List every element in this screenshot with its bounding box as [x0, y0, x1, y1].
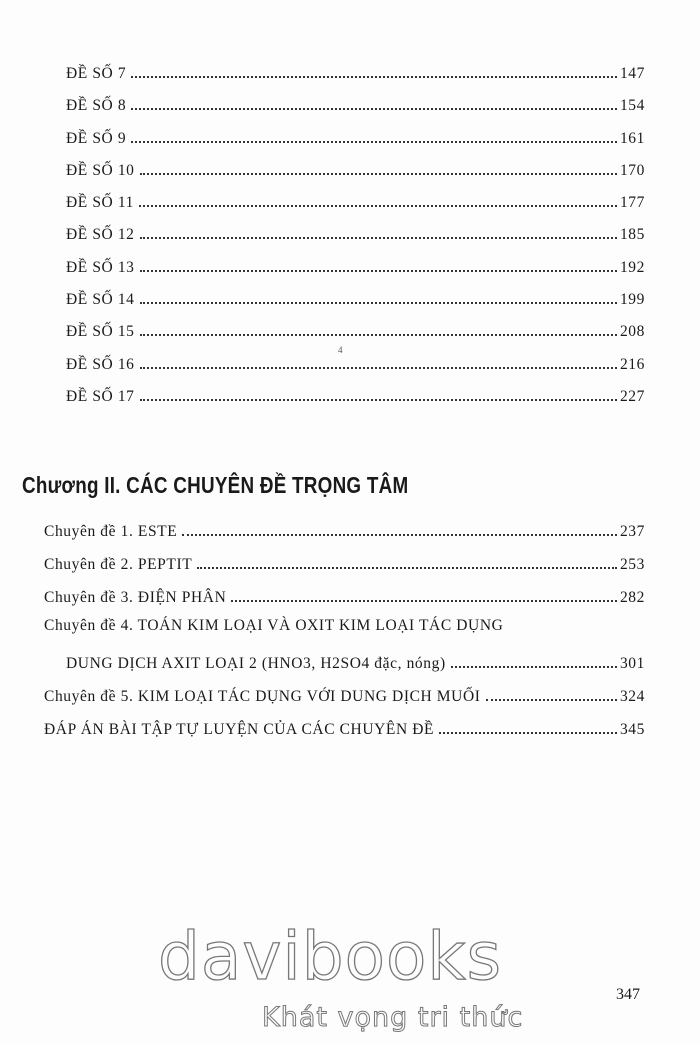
dot-leader — [451, 650, 617, 668]
toc-entry-exam-10 — [66, 157, 645, 180]
dot-leader — [131, 60, 617, 78]
toc-entry-page: 216 — [619, 355, 645, 373]
toc-entry-label: ĐỀ SỐ 12 — [66, 225, 135, 243]
dot-leader — [140, 254, 617, 272]
dot-leader — [140, 157, 617, 175]
toc-entry-label: ĐỀ SỐ 8 — [66, 96, 127, 114]
toc-entry-exam-15 — [66, 318, 645, 341]
page-number: 347 — [616, 986, 640, 1003]
toc-entry-page: 147 — [619, 64, 645, 82]
toc-entry-exam-16 — [66, 351, 645, 374]
toc-entry-topic-3 — [44, 584, 645, 607]
toc-entry-page: 227 — [619, 387, 645, 405]
toc-entry-page: 177 — [619, 193, 645, 211]
stray-mark: 4 — [338, 345, 343, 355]
toc-entry-page: 237 — [619, 522, 645, 540]
dot-leader — [131, 92, 617, 110]
toc-entry-topic-1 — [44, 518, 645, 541]
toc-entry-label: ĐỀ SỐ 10 — [66, 161, 135, 179]
toc-entry-label: Chuyên đề 1. ESTE — [44, 522, 178, 540]
dot-leader — [139, 189, 617, 207]
toc-entry-page: 282 — [619, 588, 645, 606]
dot-leader — [197, 551, 617, 569]
toc-entry-label: ĐỀ SỐ 11 — [66, 193, 134, 211]
toc-entry-page: 208 — [619, 322, 645, 340]
toc-entry-label: Chuyên đề 3. ĐIỆN PHÂN — [44, 588, 227, 606]
dot-leader — [131, 125, 617, 143]
toc-entry-page: 170 — [619, 161, 645, 179]
dot-leader — [182, 518, 617, 536]
toc-entry-label: ĐỀ SỐ 16 — [66, 355, 135, 373]
watermark-slogan: Khát vọng tri thức — [262, 1002, 524, 1033]
dot-leader — [140, 383, 617, 401]
dot-leader — [140, 351, 617, 369]
toc-entry-answers — [44, 716, 645, 739]
chapter-heading: Chương II. CÁC CHUYÊN ĐỀ TRỌNG TÂM — [22, 472, 409, 498]
toc-entry-page: 199 — [619, 290, 645, 308]
toc-entry-page: 192 — [619, 258, 645, 276]
toc-entry-label: ĐỀ SỐ 9 — [66, 129, 127, 147]
toc-entry-label: Chuyên đề 5. KIM LOẠI TÁC DỤNG VỚI DUNG DỊCH MUỐI — [44, 687, 481, 705]
dot-leader — [231, 584, 617, 602]
toc-entry-page: 154 — [619, 96, 645, 114]
dot-leader — [140, 318, 617, 336]
watermark-brand: davibooks — [158, 918, 502, 995]
toc-entry-page: 185 — [619, 225, 645, 243]
toc-entry-exam-13 — [66, 254, 645, 277]
toc-entry-page: 301 — [619, 654, 645, 672]
toc-entry-exam-9 — [66, 125, 645, 148]
toc-entry-page: 161 — [619, 129, 645, 147]
toc-entry-topic-2 — [44, 551, 645, 574]
toc-entry-page: 253 — [619, 555, 645, 573]
toc-entry-label: ĐỀ SỐ 14 — [66, 290, 135, 308]
toc-entry-exam-7 — [66, 60, 645, 83]
toc-entry-label: ĐỀ SỐ 17 — [66, 387, 135, 405]
toc-entry-label: Chuyên đề 2. PEPTIT — [44, 555, 193, 573]
toc-entry-topic-4 — [66, 650, 645, 673]
toc-entry-label: ĐỀ SỐ 15 — [66, 322, 135, 340]
toc-entry-label: ĐÁP ÁN BÀI TẬP TỰ LUYỆN CỦA CÁC CHUYÊN ĐỀ — [44, 720, 435, 738]
toc-entry-label: ĐỀ SỐ 13 — [66, 258, 135, 276]
toc-entry-label: DUNG DỊCH AXIT LOẠI 2 (HNO3, H2SO4 đặc, nóng) — [66, 654, 446, 672]
toc-entry-topic-4-line1: Chuyên đề 4. TOÁN KIM LOẠI VÀ OXIT KIM LOẠI TÁC DỤNG — [44, 617, 504, 634]
toc-entry-label: ĐỀ SỐ 7 — [66, 64, 127, 82]
toc-entry-exam-14 — [66, 286, 645, 309]
toc-entry-exam-11 — [66, 189, 645, 212]
dot-leader — [140, 221, 617, 239]
dot-leader — [486, 683, 617, 701]
dot-leader — [140, 286, 617, 304]
dot-leader — [439, 716, 617, 734]
toc-entry-exam-8 — [66, 92, 645, 115]
toc-entry-page: 345 — [619, 720, 645, 738]
toc-entry-page: 324 — [619, 687, 645, 705]
toc-entry-exam-17 — [66, 383, 645, 406]
toc-entry-topic-5 — [44, 683, 645, 706]
toc-entry-exam-12 — [66, 221, 645, 244]
